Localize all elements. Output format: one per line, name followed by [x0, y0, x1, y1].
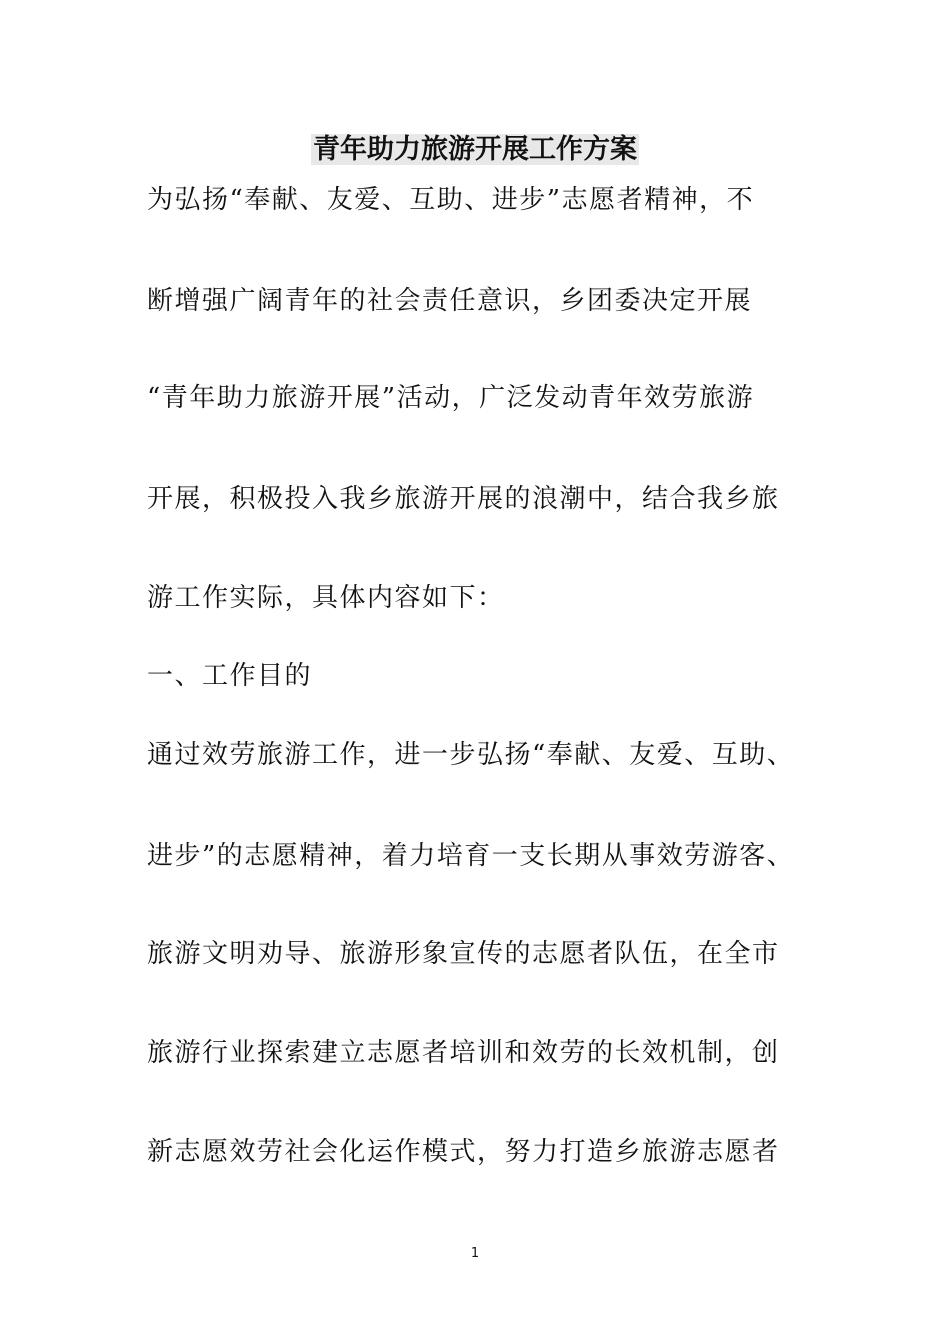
- paragraph-line: 通过效劳旅游工作，进一步弘扬“奉献、友爱、互助、: [147, 740, 795, 770]
- paragraph-line: 游工作实际，具体内容如下：: [147, 583, 505, 613]
- document-title: [0, 130, 950, 170]
- page-number: 1: [470, 1246, 480, 1261]
- paragraph-line: 新志愿效劳社会化运作模式，努力打造乡旅游志愿者: [147, 1137, 780, 1167]
- section-heading: 一、工作目的: [147, 661, 313, 691]
- paragraph-line: “青年助力旅游开展”活动，广泛发动青年效劳旅游: [147, 383, 755, 413]
- paragraph-line: 进步”的志愿精神，着力培育一支长期从事效劳游客、: [147, 841, 795, 871]
- paragraph-line: 旅游文明劝导、旅游形象宣传的志愿者队伍，在全市: [147, 939, 780, 969]
- document-title-text: 青年助力旅游开展工作方案: [313, 134, 637, 165]
- paragraph-line: 旅游行业探索建立志愿者培训和效劳的长效机制，创: [147, 1038, 780, 1068]
- paragraph-line: 断增强广阔青年的社会责任意识，乡团委决定开展: [147, 286, 753, 316]
- paragraph-line: 为弘扬“奉献、友爱、互助、进步”志愿者精神，不: [147, 185, 755, 215]
- paragraph-line: 开展，积极投入我乡旅游开展的浪潮中，结合我乡旅: [147, 484, 780, 514]
